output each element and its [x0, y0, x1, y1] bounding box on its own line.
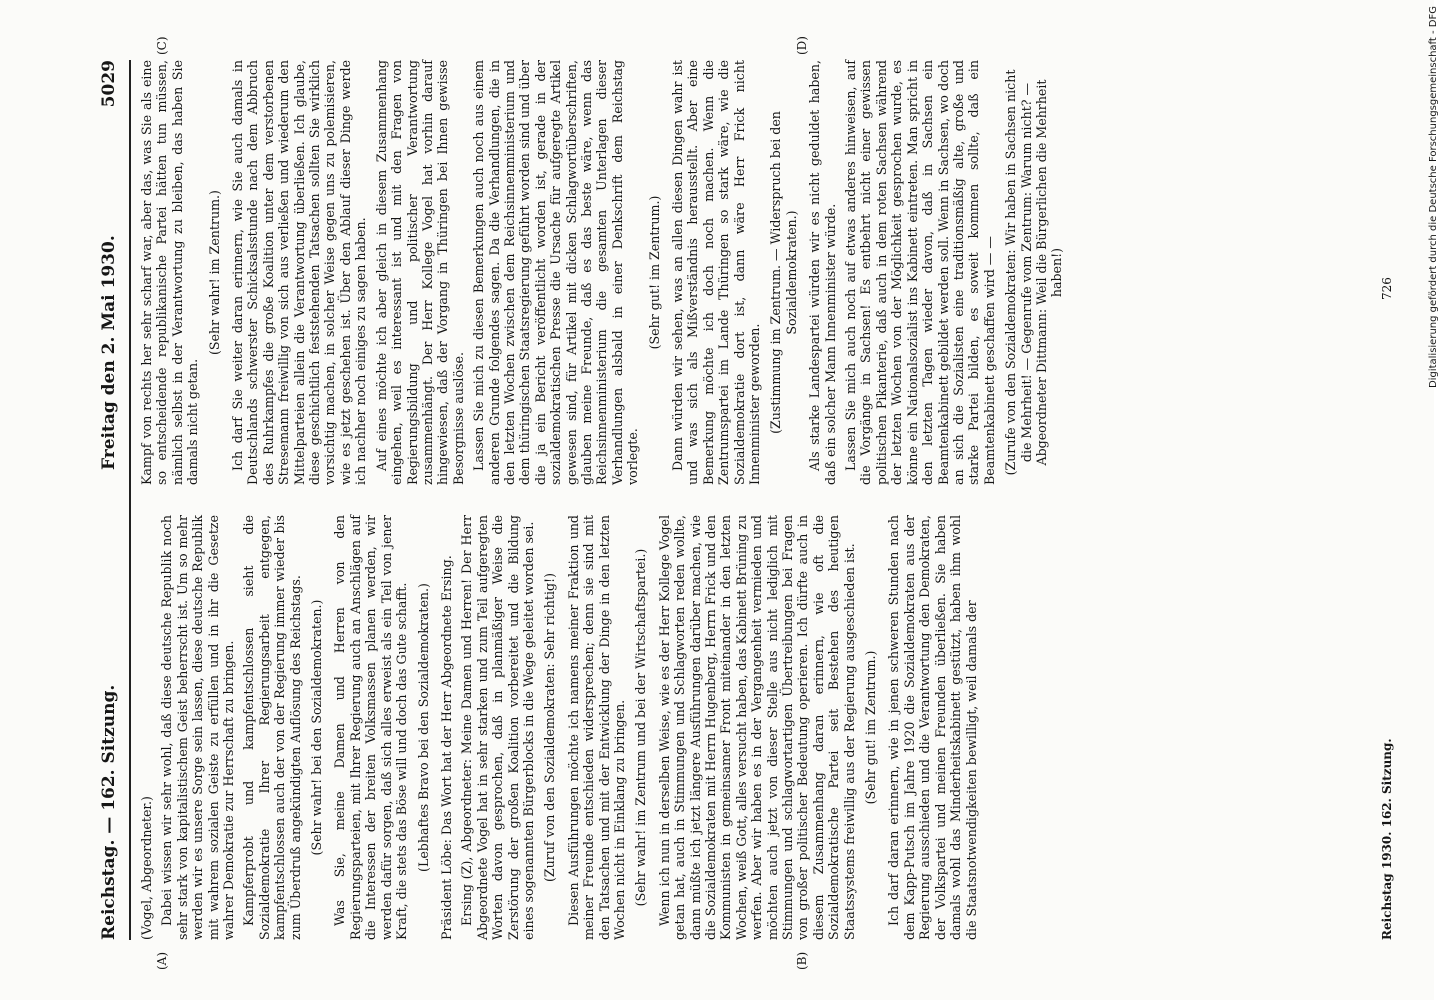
paragraph: Lassen Sie mich auch noch auf etwas anderes hinweisen, auf die Vorgänge in Sachsen! Es entbehrt nicht einer gewissen politischen Pikanterie, daß auch in dem roten Sachsen während der letzten Wochen von der Möglichkeit gesprochen wurde, es könne ein Nationalsozialist ins Kabinett eintreten. Man spricht in den letzten Tagen wieder davon, daß in Sachsen ein Beamtenkabinett gebildet werden soll. Wenn in Sachsen, wo doch an sich die Sozialisten eine traditionsmäßig alte, große und starke Partei bilden, es soweit kommen sollte, daß ein Beamtenkabinett geschaffen wird — —	[843, 60, 997, 485]
paragraph: Was Sie, meine Damen und Herren von den Regierungsparteien, mit Ihrer Regierung auch an Anschlägen auf die Interessen der breiten Volksmassen planen werden, wir werden dafür sorgen, daß sich alles erweist als ein Teil von jener Kraft, die stets das Böse will und doch das Gute schafft.	[332, 515, 410, 940]
paragraph: Auf eines möchte ich aber gleich in diesem Zusammenhang eingehen, weil es interessant ist und mit den Fragen von Regierungsbildung und politischer Verantwortung zusammenhängt. Der Herr Kollege Vogel hat vorhin darauf hingewiesen, daß der Vorgang in Thüringen bei Ihnen gewisse Besorgnisse auslöse.	[373, 60, 466, 485]
paragraph: (Sehr gut! im Zentrum.)	[646, 195, 662, 350]
paragraph: (Sehr gut! im Zentrum.)	[863, 650, 879, 805]
rotated-page-content	[95, 36, 1415, 970]
page-number: 5029	[99, 60, 119, 108]
paragraph: (Sehr wahr! bei den Sozialdemokraten.)	[309, 599, 325, 856]
paragraph: (Zuruf von den Sozialdemokraten: Sehr richtig!)	[542, 572, 558, 883]
paragraph: Als starke Landespartei würden wir es nicht geduldet haben, daß ein solcher Mann Innenminister würde.	[807, 60, 838, 485]
paragraph: (Sehr wahr! im Zentrum.)	[206, 190, 222, 355]
paragraph: Kampferprobt und kampfentschlossen sieht die Sozialdemokratie Ihrer Regierungsarbeit entgegen, kampfentschlossen auch der von der Regierung immer wieder bis zum Überdruß angekündigten Auflösung des Reichstags.	[241, 515, 303, 940]
paragraph: Präsident Löbe: Das Wort hat der Herr Abgeordnete Ersing.	[438, 555, 454, 940]
paragraph: (Sehr wahr! im Zentrum und bei der Wirtschaftspartei.)	[633, 548, 649, 907]
paragraph: Kampf von rechts her sehr scharf war, aber das, was Sie als eine so entscheidende republikanische Partei hätten tun müssen, nämlich selbst in der Verantwortung zu bleiben, das haben Sie damals nicht getan.	[139, 60, 201, 485]
paragraph: Ich darf daran erinnern, wie in jenen schweren Stunden nach dem Kapp-Putsch im Jahre 1920 die Sozialdemokraten aus der Regierung ausschieden und die Verantwortung den Demokraten, der Volkspartei und meinen Freunden überließen. Sie haben damals wohl das Minderheitskabinett gestützt, haben ihm wohl die Staatsnotwendigkeiten bewilligt, weil damals der	[886, 515, 979, 940]
paragraph: Dabei wissen wir sehr wohl, daß diese deutsche Republik noch sehr stark von kapitalistischem Geist beherrscht ist. Um so mehr werden wir es unsere Sorge sein lassen, diese deutsche Republik mit wahrem sozialen Geiste zu erfüllen und in ihr die Gesetze wahrer Demokratie zur Herrschaft zu bringen.	[159, 515, 237, 940]
right-column	[139, 60, 1073, 485]
margin-marker-d: (D)	[795, 36, 809, 55]
paragraph: Lassen Sie mich zu diesen Bemerkungen auch noch aus einem anderen Grunde folgendes sagen. Da die Verhandlungen, die in den letzten Wochen zwischen dem Reichsinnenministerium und dem thüringischen Staatsregierung geführt worden sind und über die ja ein Bericht veröffentlicht worden ist, gerade in der sozialdemokratischen Presse die Ursache für aufgeregte Artikel gewesen sind, für Artikel mit dicken Schlagwortüberschriften, glauben meine Freunde, daß es das beste wäre, wenn das Reichsinnenministerium die gesamten Unterlagen dieser Verhandlungen alsbald in einer Denkschrift dem Reichstag vorlegte.	[471, 60, 641, 485]
header-left: Reichstag. — 162. Sitzung.	[99, 684, 119, 940]
paragraph: Dann würden wir sehen, was an allen diesen Dingen wahr ist und was sich als Mißverständnis herausstellt. Aber eine Bemerkung möchte ich doch noch machen. Wenn die Zentrumspartei im Lande Thüringen so stark wäre, wie die Sozialdemokratie dort ist, dann wäre Herr Frick nicht Innenminister geworden.	[670, 60, 763, 485]
paragraph: (Vogel, Abgeordneter.)	[139, 796, 154, 940]
margin-marker-a: (A)	[155, 951, 169, 970]
header-rule	[129, 60, 131, 940]
footer-note: Reichstag 1930. 162. Sitzung.	[1380, 738, 1394, 940]
paragraph: Ich darf Sie weiter daran erinnern, wie Sie auch damals in Deutschlands schwerster Schicksalsstunde nach dem Abbruch des Ruhrkampfes die große Koalition unter dem verstorbenen Stresemann freiwillig von sich aus verließen und wiederum den Mittelparteien allein die Verantwortung überließen. Ich glaube, diese geschichtlich feststehenden Tatsachen sollten Sie wirklich vorsichtig machen, in solcher Weise gegen uns zu polemisieren, wie es jetzt geschehen ist. Über den Ablauf dieser Dinge werde ich nachher noch einiges zu sagen haben.	[230, 60, 369, 485]
paragraph: (Zustimmung im Zentrum. — Widerspruch bei den Sozialdemokraten.)	[768, 111, 799, 434]
paragraph: Wenn ich nun in derselben Weise, wie es der Herr Kollege Vogel getan hat, auch in Stimmungen und Schlagworten reden wollte, dann müßte ich jetzt längere Ausführungen darüber machen, wie die Sozialdemokraten mit Herrn Hugenberg, Herrn Frick und den Kommunisten in gemeinsamer Front miteinander in den letzten Wochen, weiß Gott, alles versucht haben, das Kabinett Brüning zu werfen. Aber wir haben es in der Vergangenheit vermieden und möchten auch jetzt von dieser Stelle aus nicht lediglich mit Stimmungen und schlagwortartigen Übertreibungen bei Fragen von großer politischer Bedeutung operieren. Ich dürfte auch in diesem Zusammenhang daran erinnern, wie oft die Sozialdemokratische Partei seit Bestehen des heutigen Staatssystems freiwillig aus der Regierung ausgeschieden ist.	[656, 515, 857, 940]
paragraph: (Lebhaftes Bravo bei den Sozialdemokraten.)	[415, 583, 431, 872]
paragraph: Ersing (Z), Abgeordneter: Meine Damen und Herren! Der Herr Abgeordnete Vogel hat in sehr starken und zum Teil aufgeregten Worten davon gesprochen, daß in planmäßiger Weise die Zerstörung der großen Koalition vorbereitet und die Bildung eines sogenannten Bürgerblocks in die Wege geleitet worden sei.	[459, 515, 536, 940]
page-code: 726	[1380, 277, 1394, 300]
margin-marker-b: (B)	[795, 951, 809, 970]
dfg-credit-strip	[1416, 6, 1439, 996]
margin-marker-c: (C)	[155, 36, 169, 55]
dfg-credit: Digitalisierung gefördert durch die Deutsche Forschungsgemeinschaft - DFG	[1428, 6, 1439, 389]
header-date: Freitag den 2. Mai 1930.	[99, 235, 119, 470]
paragraph: (Zurufe von den Sozialdemokraten: Wir haben in Sachsen nicht die Mehrheit! — Gegenrufe vom Zentrum: Warum nicht? — Abgeordneter Dittmann: Weil die Bürgerlichen die Mehrheit haben!)	[1003, 69, 1065, 476]
paragraph: Diesen Ausführungen möchte ich namens meiner Fraktion und meiner Freunde entschieden widersprechen; denn sie sind mit den Tatsachen und mit der Entwicklung der Dinge in den letzten Wochen nicht in Einklang zu bringen.	[565, 515, 627, 940]
left-column	[139, 515, 984, 940]
